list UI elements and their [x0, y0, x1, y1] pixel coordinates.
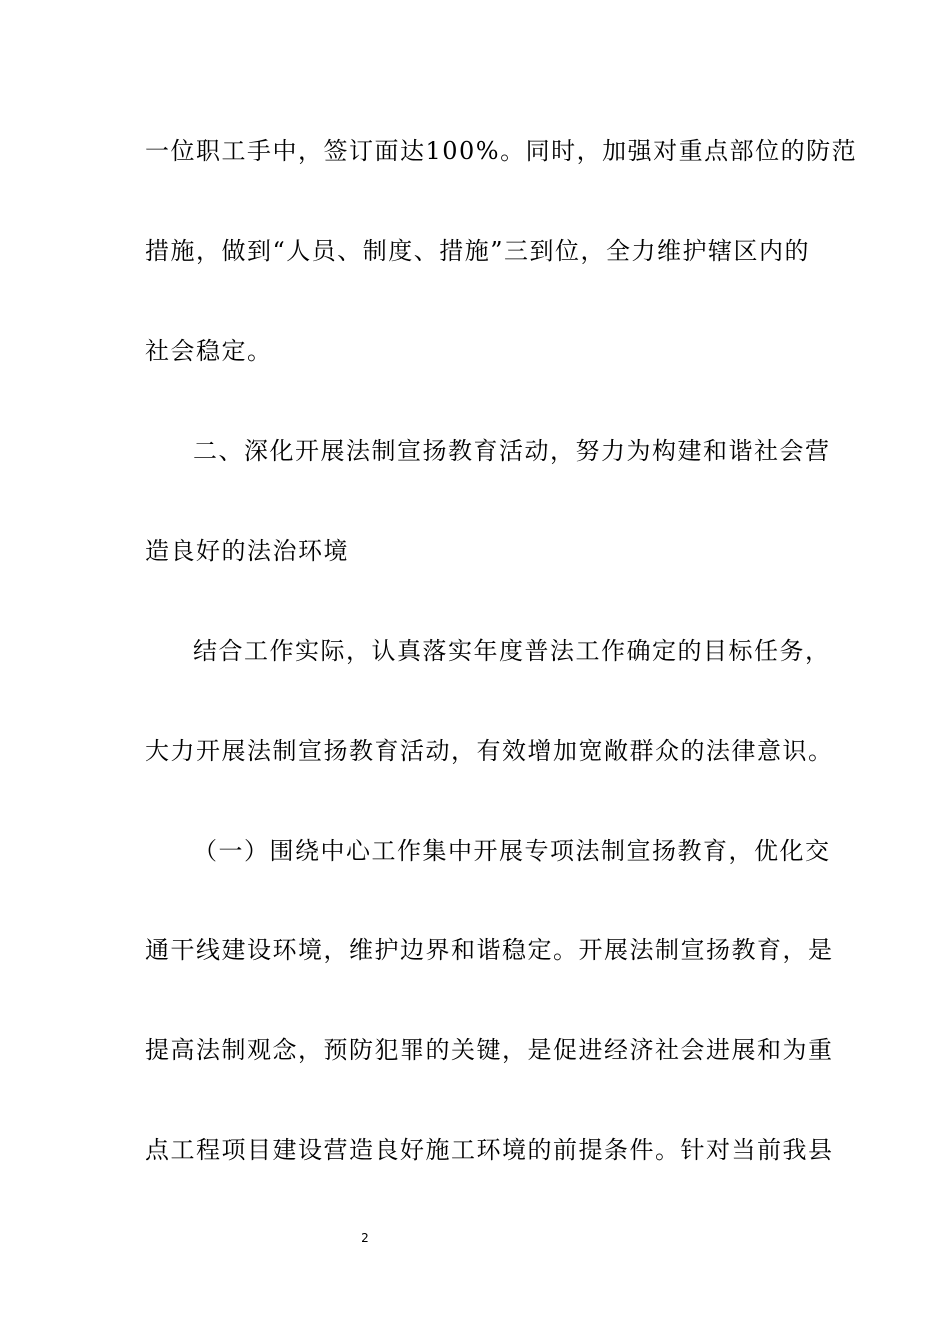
page-number: 2 [361, 1231, 369, 1245]
text-line: 社会稳定。 [145, 337, 273, 365]
text-line: 措施，做到“人员、制度、措施”三到位，全力维护辖区内的 [145, 237, 811, 265]
text-line: 通干线建设环境，维护边界和谐稳定。开展法制宣扬教育，是 [145, 936, 834, 964]
section-heading-line: 二、深化开展法制宣扬教育活动，努力为构建和谐社会营 [193, 437, 831, 465]
text-line: 点工程项目建设营造良好施工环境的前提条件。针对当前我县 [145, 1136, 834, 1164]
section-heading-line: 造良好的法治环境 [145, 537, 349, 565]
text-line: 结合工作实际，认真落实年度普法工作确定的目标任务， [193, 637, 831, 665]
text-line: （一）围绕中心工作集中开展专项法制宣扬教育，优化交 [193, 837, 831, 865]
text-line: 一位职工手中，签订面达100%。同时，加强对重点部位的防范 [145, 137, 858, 165]
text-line: 提高法制观念，预防犯罪的关键，是促进经济社会进展和为重 [145, 1036, 834, 1064]
text-line: 大力开展法制宣扬教育活动，有效增加宽敞群众的法律意识。 [145, 737, 834, 765]
